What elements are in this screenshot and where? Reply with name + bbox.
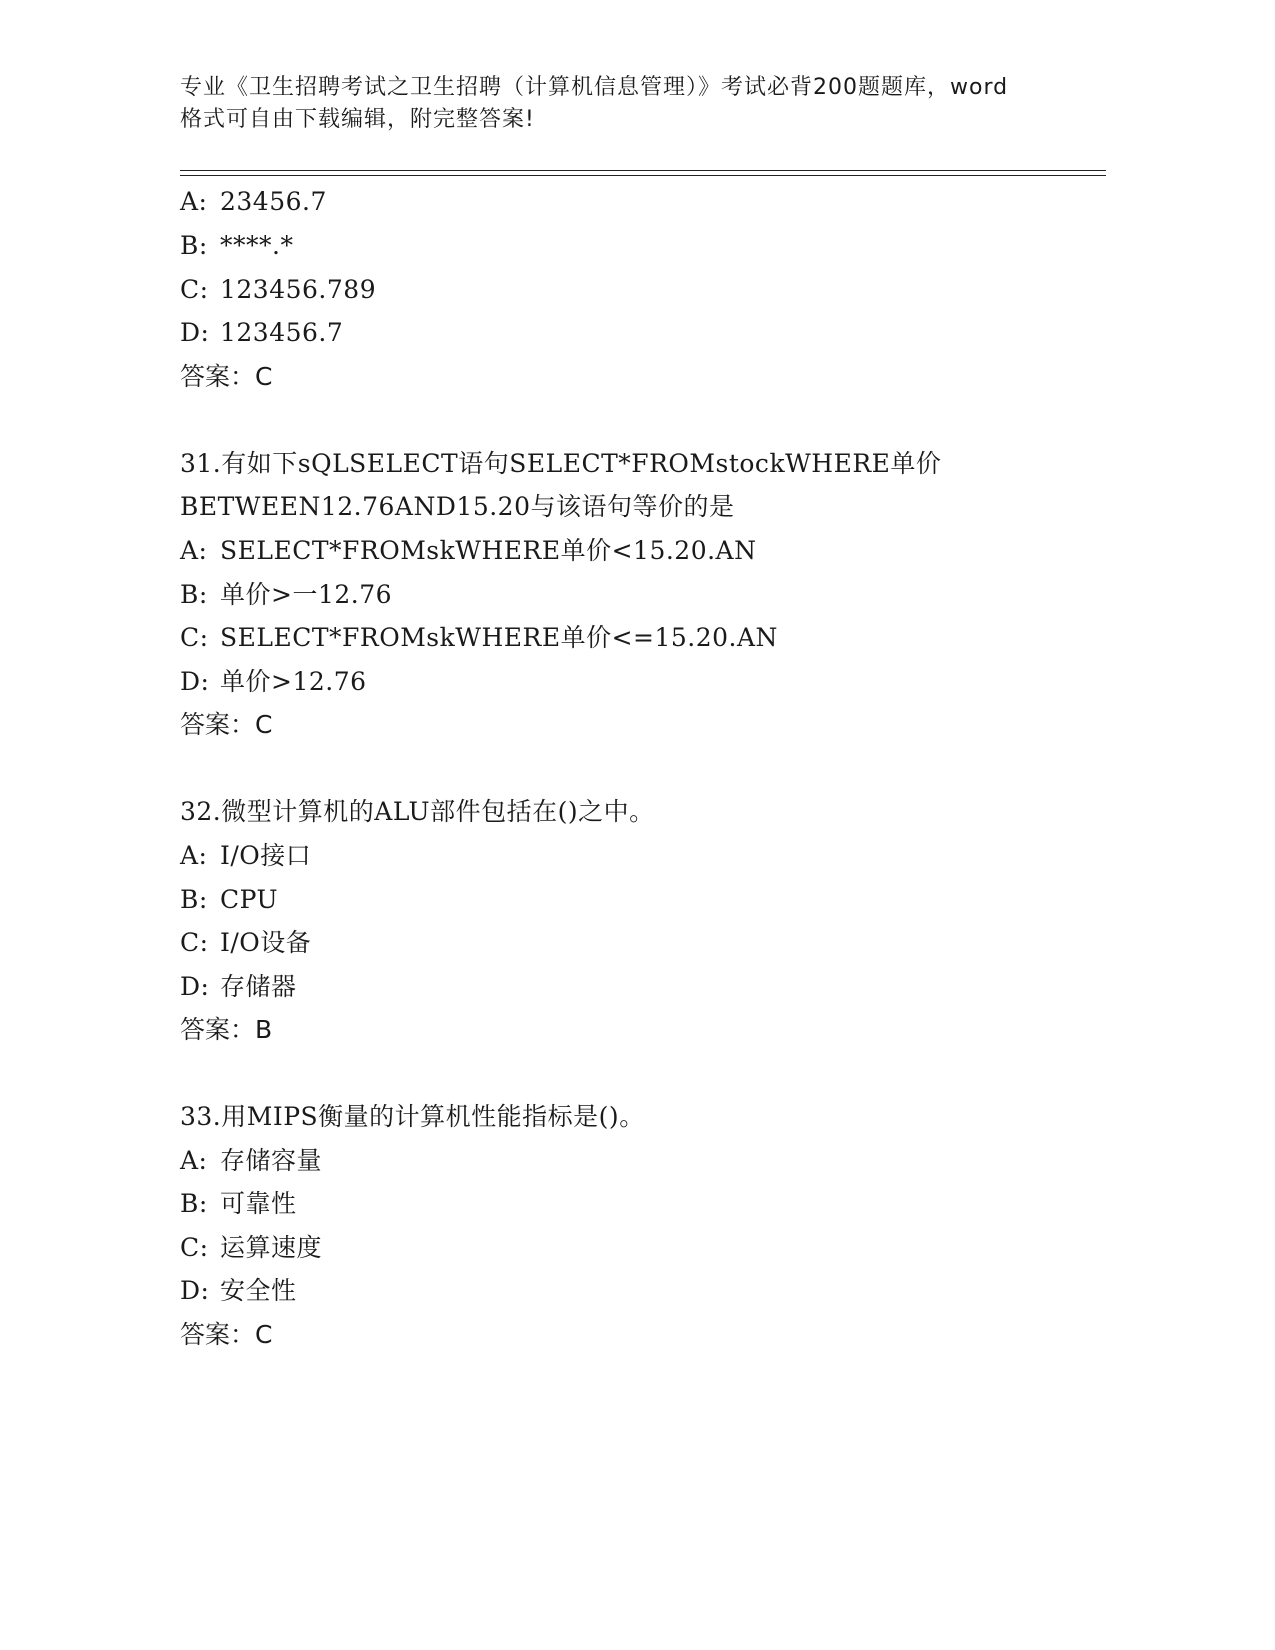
option-label: C:: [180, 1233, 209, 1262]
option-label: D:: [180, 318, 210, 347]
option-text: 存储容量: [220, 1146, 323, 1175]
q31-option-c: [180, 623, 778, 653]
q31-question-line-2: BETWEEN12.76AND15.20与该语句等价的是: [180, 492, 735, 521]
option-text: CPU: [220, 885, 279, 914]
q32-answer: 答案：B: [180, 1015, 273, 1044]
q31-option-b: [180, 580, 392, 610]
option-text: I/O设备: [220, 928, 312, 957]
option-label: D:: [180, 1276, 210, 1305]
q33-question: 33.用MIPS衡量的计算机性能指标是()。: [180, 1102, 645, 1131]
q31-option-d: [180, 667, 367, 697]
header-divider-top: [180, 170, 1106, 171]
option-text: 运算速度: [220, 1233, 323, 1262]
q33-answer: 答案：C: [180, 1320, 273, 1349]
q33-option-d: [180, 1276, 297, 1306]
q32-option-a: [180, 841, 311, 871]
q30-answer: 答案：C: [180, 362, 273, 391]
q30-option-a: [180, 187, 327, 217]
q33-option-b: [180, 1189, 297, 1219]
q30-option-c: [180, 275, 376, 305]
option-text: 单价>12.76: [220, 667, 367, 696]
option-text: ****.*: [220, 231, 294, 260]
option-label: D:: [180, 667, 210, 696]
option-label: A:: [180, 536, 208, 565]
option-label: A:: [180, 1146, 208, 1175]
option-text: 可靠性: [220, 1189, 297, 1218]
option-label: B:: [180, 885, 208, 914]
q30-option-b: [180, 231, 293, 261]
option-label: B:: [180, 1189, 208, 1218]
option-text: 23456.7: [220, 187, 327, 216]
option-label: C:: [180, 623, 209, 652]
option-label: B:: [180, 580, 208, 609]
q32-option-b: [180, 885, 278, 915]
option-label: B:: [180, 231, 208, 260]
q31-question-line-1: 31.有如下sQLSELECT语句SELECT*FROMstockWHERE单价: [180, 449, 942, 478]
option-text: SELECT*FROMskWHERE单价<15.20.AN: [220, 536, 757, 565]
header-line-2: 格式可自由下载编辑，附完整答案!: [180, 107, 535, 132]
q32-question: 32.微型计算机的ALU部件包括在()之中。: [180, 797, 655, 826]
document-header: [180, 72, 1080, 136]
option-text: I/O接口: [220, 841, 312, 870]
q33-option-c: [180, 1233, 322, 1263]
option-text: SELECT*FROMskWHERE单价<=15.20.AN: [220, 623, 778, 652]
q31-answer: 答案：C: [180, 710, 273, 739]
q31-option-a: [180, 536, 757, 566]
header-divider-bottom: [180, 175, 1106, 176]
q32-option-c: [180, 928, 311, 958]
option-text: 安全性: [220, 1276, 297, 1305]
q33-option-a: [180, 1146, 322, 1176]
option-text: 123456.7: [220, 318, 344, 347]
option-label: A:: [180, 187, 208, 216]
option-label: A:: [180, 841, 208, 870]
option-label: D:: [180, 972, 210, 1001]
option-label: C:: [180, 275, 209, 304]
option-text: 123456.789: [220, 275, 377, 304]
q30-option-d: [180, 318, 343, 348]
q32-option-d: [180, 972, 297, 1002]
option-text: 存储器: [220, 972, 297, 1001]
header-line-1: 专业《卫生招聘考试之卫生招聘（计算机信息管理）》考试必背200题题库，word: [180, 75, 1009, 100]
option-text: 单价>一12.76: [220, 580, 393, 609]
option-label: C:: [180, 928, 209, 957]
